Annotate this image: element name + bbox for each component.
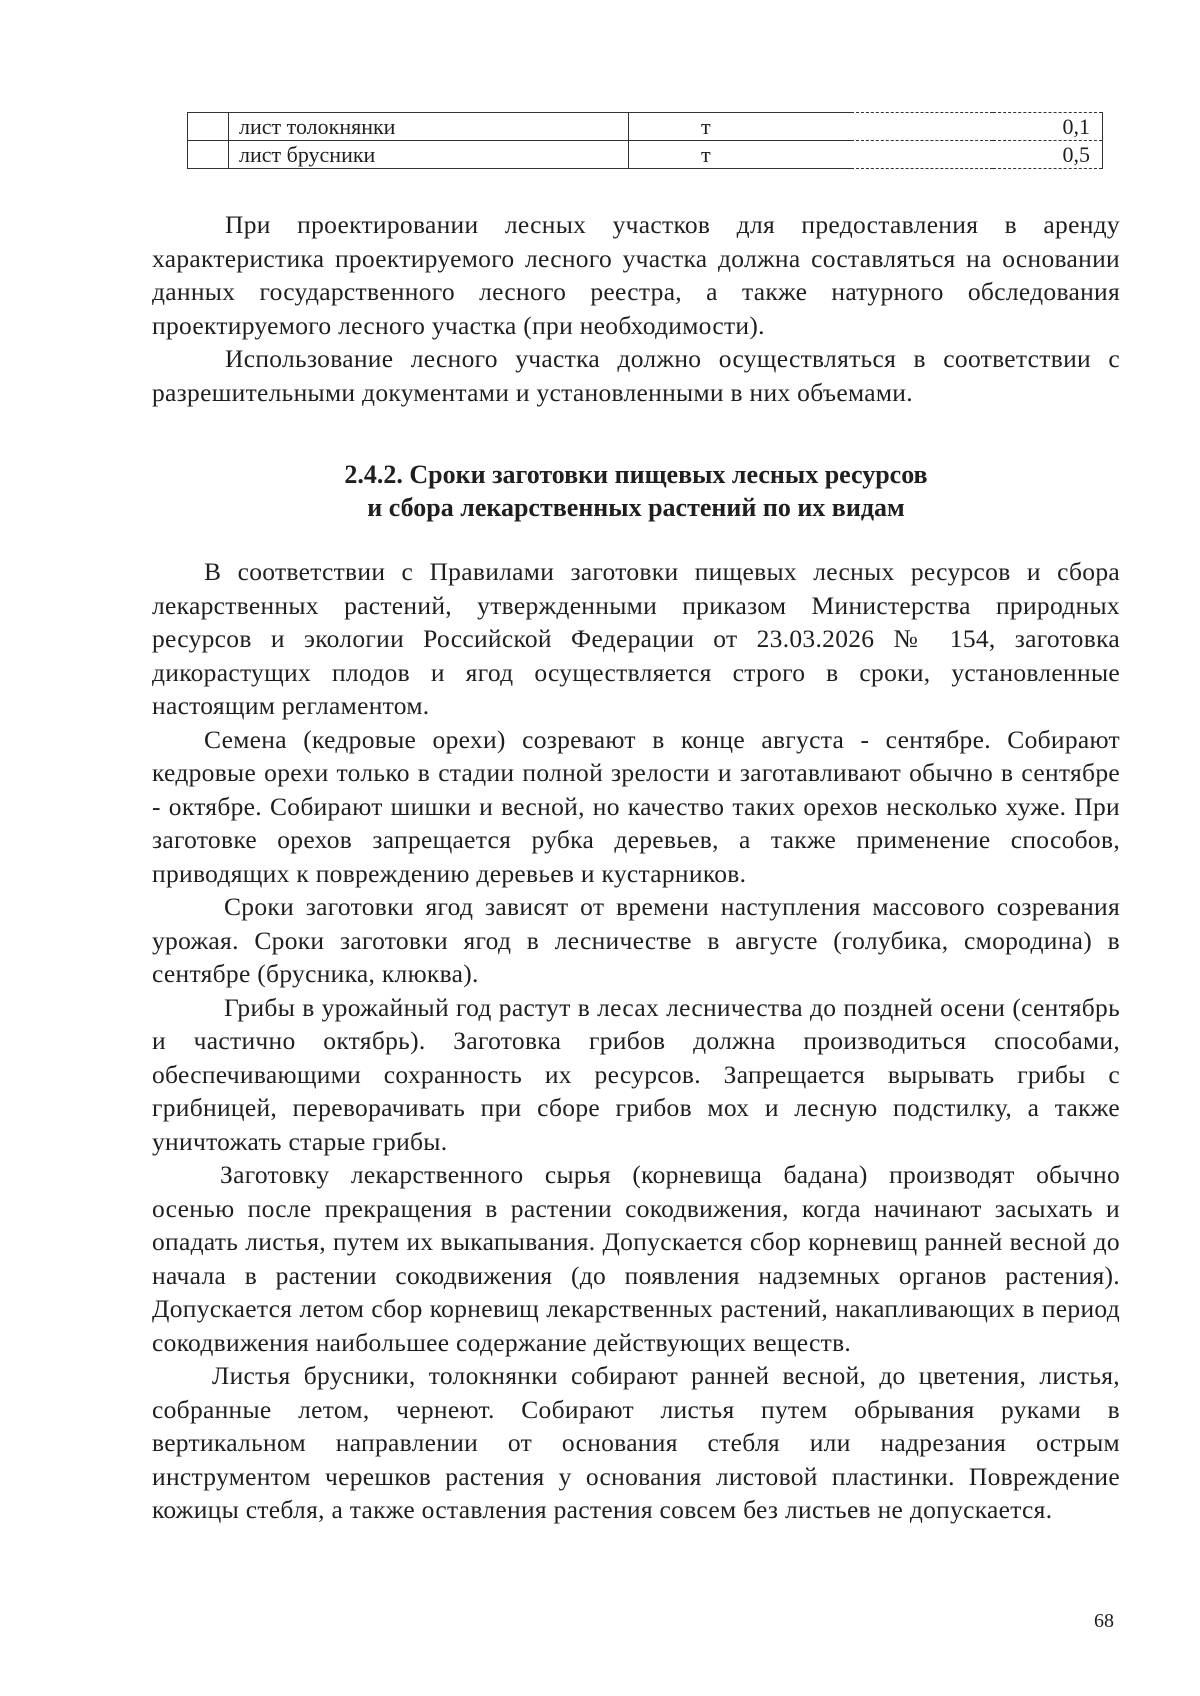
section-heading-line1: 2.4.2. Сроки заготовки пищевых лесных ресурсов — [344, 460, 928, 489]
section-heading — [152, 458, 1120, 524]
table-cell-value: 0,1 — [993, 113, 1103, 141]
paragraph: Заготовку лекарственного сырья (корневища бадана) производят обычно осенью после прекращения в растении сокодвижения, когда начинают засыхать и опадать листья, путем их выкапывания. Допускается сбор корневищ ранней весной до начала в растении сокодвижения (до появления надземных органов растения). Допускается летом сбор корневищ лекарственных растений, накапливающих в период сокодвижения наибольшее содержание действующих веществ. — [152, 1160, 1120, 1357]
intro-text — [152, 208, 1120, 409]
table-cell-unit: т — [629, 113, 852, 141]
paragraph: Использование лесного участка должно осуществляться в соответствии с разрешительными документами и установленными в них объемами. — [152, 344, 1120, 407]
table-cell-name: лист толокнянки — [229, 113, 629, 141]
table-row — [188, 113, 1103, 141]
table-cell-name: лист брусники — [229, 141, 629, 169]
paragraph: Семена (кедровые орехи) созревают в конце августа - сентябре. Собирают кедровые орехи только в стадии полной зрелости и заготавливают обычно в сентябре - октябре. Собирают шишки и весной, но качество таких орехов несколько хуже. При заготовке орехов запрещается рубка деревьев, а также применение способов, приводящих к повреждению деревьев и кустарников. — [152, 724, 1120, 888]
paragraph: Листья брусники, толокнянки собирают ранней весной, до цветения, листья, собранные летом, чернеют. Собирают листья путем обрывания руками в вертикальном направлении от основания стебля или надрезания острым инструментом черешков растения у основания листовой пластинки. Повреждение кожицы стебля, а также оставления растения совсем без листьев не допускается. — [152, 1361, 1120, 1524]
page-number: 68 — [1094, 1610, 1114, 1632]
table-row — [188, 141, 1103, 169]
paragraph: Сроки заготовки ягод зависят от времени наступления массового созревания урожая. Сроки заготовки ягод в лесничестве в августе (голубика, смородина) в сентябре (брусника, клюква). — [152, 892, 1120, 988]
paragraph: В соответствии с Правилами заготовки пищевых лесных ресурсов и сбора лекарственных растений, утвержденными приказом Министерства природных ресурсов и экологии Российской Федерации от 23.03.2026 № 154, заготовка дикорастущих плодов и ягод осуществляется строго в сроки, установленные настоящим регламентом. — [152, 557, 1120, 720]
resource-table — [187, 112, 1103, 169]
table-cell-unit: т — [629, 141, 852, 169]
section-heading-line2: и сбора лекарственных растений по их видам — [367, 493, 905, 522]
paragraph: Грибы в урожайный год растут в лесах лесничества до поздней осени (сентябрь и частично октябрь). Заготовка грибов должна производиться способами, обеспечивающими сохранность их ресурсов. Запрещается вырывать грибы с грибницей, переворачивать при сборе грибов мох и лесную подстилку, а также уничтожать старые грибы. — [152, 992, 1120, 1156]
body-text — [152, 555, 1120, 1527]
table-cell-value: 0,5 — [993, 141, 1103, 169]
paragraph: При проектировании лесных участков для предоставления в аренду характеристика проектируемого лесного участка должна составляться на основании данных государственного лесного реестра, а также натурного обследования проектируемого лесного участка (при необходимости). — [152, 210, 1120, 340]
